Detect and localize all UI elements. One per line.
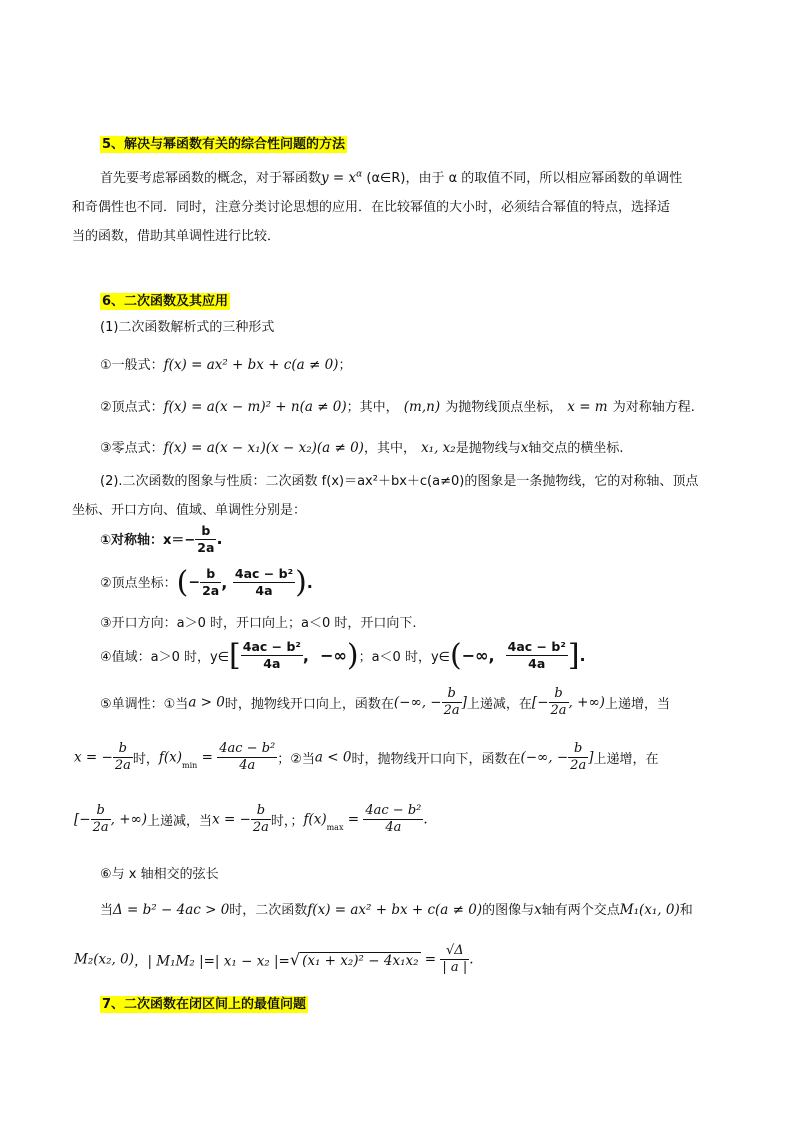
section-7-title — [100, 993, 308, 1012]
period: . — [306, 573, 313, 592]
value-range — [100, 638, 586, 673]
sub-heading-2-line2: 坐标、开口方向、值域、单调性分别是： — [72, 503, 307, 518]
left-bracket: [ — [229, 638, 241, 673]
fraction-numerator: √Δ — [445, 943, 464, 958]
monotonicity-line3 — [74, 803, 428, 836]
chord-l1-a: 当 — [100, 903, 114, 918]
formula-vertex-text: 为抛物线顶点坐标， — [445, 400, 563, 415]
s5-text-a: 首先要考虑幂函数的概念，对于幂函数 — [100, 171, 322, 186]
f-max: f(x) — [303, 811, 327, 828]
fraction-denominator: | a | — [442, 960, 468, 975]
left-paren: ( — [176, 565, 189, 600]
period: . — [423, 811, 428, 828]
fraction-denominator: 2a — [570, 758, 587, 773]
sub-heading-1: (1)二次函数解析式的三种形式 — [100, 320, 275, 335]
minus-sign: − — [188, 574, 201, 591]
formula-vertex-label: ②顶点式： — [100, 400, 164, 415]
x-vertex-fraction — [113, 741, 133, 774]
right-paren: ) — [346, 638, 359, 673]
formula-general — [100, 354, 351, 373]
chord-line2 — [74, 943, 474, 976]
fraction-denominator: 2a — [252, 820, 269, 835]
s5-paragraph-line2: 和奇偶性也不同．同时，注意分类讨论思想的应用．在比较幂值的大小时，必须结合幂值的特点，选择适 — [72, 200, 671, 215]
formula-general-math: f(x) = ax² + bx + c(a ≠ 0) — [163, 357, 339, 373]
vertex-coordinates-label: ②顶点坐标： — [100, 576, 177, 591]
formula-zero — [100, 437, 623, 456]
fraction-denominator: 4a — [233, 582, 295, 599]
max-subscript: max — [326, 823, 344, 832]
symmetry-axis-end: . — [216, 529, 223, 548]
fraction-denominator: 2a — [550, 703, 567, 718]
x-eq: x = − — [74, 749, 113, 766]
chord-line1 — [100, 899, 693, 918]
x-axis-letter: x — [520, 440, 529, 456]
interval-dec2-close: , +∞) — [110, 811, 148, 828]
mono-l2-d: 上递增，在 — [593, 752, 659, 767]
interval-dec-open: (−∞, − — [393, 694, 442, 711]
fraction-numerator: 4ac − b² — [219, 741, 276, 756]
mono-l2-a: 时， — [132, 752, 159, 767]
mono-l1-cond: a > 0 — [188, 694, 225, 711]
x-axis-letter: x — [534, 902, 542, 918]
point-m1: M₁(x₁, 0) — [619, 902, 680, 918]
f-min: f(x) — [158, 749, 183, 766]
min-subscript: min — [182, 761, 198, 770]
formula-zero-end: 轴交点的横坐标. — [528, 441, 624, 456]
fraction-numerator: b — [206, 566, 216, 581]
formula-vertex-math: f(x) = a(x − m)² + n(a ≠ 0) — [163, 399, 347, 415]
fraction-numerator: b — [256, 803, 266, 818]
right-bracket: ] — [567, 638, 580, 673]
symmetry-axis-fraction — [195, 523, 216, 556]
interval-dec-fraction — [442, 686, 462, 719]
formula-vertex — [100, 396, 695, 415]
interval-dec-close: ] — [461, 694, 467, 711]
range-mid: ；a＜0 时，y∈ — [358, 650, 450, 665]
chord-l1-d: 轴有两个交点 — [541, 903, 620, 918]
fraction-denominator: 2a — [114, 758, 131, 773]
vertex-y-fraction — [233, 566, 295, 599]
chord-length-title: ⑥与 x 轴相交的弦长 — [100, 867, 219, 882]
right-paren: ) — [295, 565, 307, 600]
mono-l1-d: 上递增，当 — [604, 697, 670, 712]
interval-inc2-open: (−∞, − — [520, 749, 569, 766]
fraction-denominator: 4a — [241, 655, 303, 672]
fraction-denominator: 2a — [197, 540, 215, 555]
symmetry-axis-label: ①对称轴：x＝− — [100, 533, 196, 548]
range-fraction-2 — [506, 639, 568, 672]
fraction-denominator: 4a — [217, 757, 277, 774]
period: . — [469, 951, 474, 968]
chord-length-expr: ，| M₁M₂ |=| x₁ − x₂ |= — [133, 953, 290, 970]
range-fraction-1 — [241, 639, 303, 672]
range-label: ④值域：a＞0 时，y∈ — [100, 650, 230, 665]
interval-inc2-fraction — [568, 741, 588, 774]
equals: = — [197, 749, 218, 766]
sqrt-expression — [290, 950, 421, 969]
axis-equation: x = m — [567, 399, 608, 415]
radicand: (x₁ + x₂)² − 4x₁x₂ — [302, 953, 419, 969]
mono-l1-a: ⑤单调性：①当 — [100, 697, 189, 712]
discriminant-condition: Δ = b² − 4ac > 0 — [113, 902, 230, 918]
x-vertex-fraction-2 — [251, 803, 271, 836]
section-6-heading: 6、二次函数及其应用 — [102, 294, 229, 309]
formula-zero-text: 是抛物线与 — [455, 441, 521, 456]
formula-zero-label: ③零点式： — [100, 441, 164, 456]
fraction-numerator: b — [554, 686, 563, 701]
s5-text-b: (α∈R)，由于 α 的取值不同，所以相应幂函数的单调性 — [366, 171, 683, 186]
formula-vertex-mid: ；其中， — [346, 400, 399, 415]
vertex-coordinates — [100, 565, 313, 600]
fraction-numerator: 4ac − b² — [365, 803, 422, 818]
range-minus-inf: −∞, — [461, 646, 506, 665]
fraction-denominator: 4a — [363, 819, 423, 836]
interval-inc-close: , +∞) — [568, 694, 605, 711]
vertex-mn: (m,n) — [403, 399, 441, 415]
mono-l3-a: 上递减，当 — [147, 814, 213, 829]
interval-inc-open: [− — [531, 694, 549, 711]
vertex-x-fraction — [200, 566, 221, 599]
chord-result-fraction — [440, 943, 469, 976]
s5-paragraph-line3: 当的函数，借助其单调性进行比较． — [72, 229, 281, 244]
fraction-numerator: 4ac − b² — [507, 639, 566, 654]
chord-function: f(x) = ax² + bx + c(a ≠ 0) — [307, 902, 483, 918]
sub-heading-2-line1: (2).二次函数的图象与性质：二次函数 f(x)＝ax²＋bx＋c(a≠0)的图象是一条抛物线，它的对称轴、顶点 — [100, 474, 699, 489]
radical-sign: √ — [289, 950, 301, 969]
fraction-denominator: 2a — [92, 820, 109, 835]
chord-l1-b: 时，二次函数 — [229, 903, 308, 918]
opening-direction: ③开口方向：a＞0 时，开口向上；a＜0 时，开口向下. — [100, 616, 417, 631]
formula-vertex-end: 为对称轴方程. — [612, 400, 695, 415]
fraction-numerator: b — [118, 741, 127, 756]
section-5-heading: 5、解决与幂函数有关的综合性问题的方法 — [102, 137, 346, 152]
fraction-numerator: 4ac − b² — [234, 566, 294, 581]
fraction-numerator: b — [201, 523, 211, 538]
formula-general-label: ①一般式： — [100, 358, 164, 373]
power-base: y = x — [321, 170, 357, 186]
interval-dec2-fraction — [91, 803, 111, 836]
mono-l1-c: 上递减，在 — [466, 697, 532, 712]
range-plus-inf: , −∞ — [302, 646, 347, 665]
equals: = — [420, 951, 441, 968]
fraction-denominator: 2a — [443, 703, 460, 718]
roots-x1-x2: x₁, x₂ — [421, 440, 456, 456]
chord-l1-e: 和 — [679, 903, 693, 918]
monotonicity-line2 — [74, 741, 659, 774]
interval-inc2-close: ] — [588, 749, 594, 766]
mono-l1-b: 时，抛物线开口向上，函数在 — [224, 697, 394, 712]
power-exponent: α — [356, 169, 363, 180]
power-function-formula — [321, 170, 362, 186]
equals: = — [343, 811, 364, 828]
fraction-denominator: 4a — [506, 655, 568, 672]
fraction-numerator: b — [447, 686, 456, 701]
mono-l3-b: 时，； — [270, 814, 304, 829]
section-6-title — [100, 290, 230, 309]
section-7-heading: 7、二次函数在闭区间上的最值问题 — [102, 997, 307, 1012]
point-m2: M₂(x₂, 0) — [74, 951, 134, 968]
left-paren: ( — [449, 638, 462, 673]
f-min-fraction — [217, 741, 277, 774]
s5-paragraph-line1 — [100, 167, 682, 186]
comma: , — [221, 573, 233, 592]
formula-zero-math: f(x) = a(x − x₁)(x − x₂)(a ≠ 0) — [163, 440, 364, 456]
interval-inc-fraction — [549, 686, 569, 719]
mono-l2-b: ；②当 — [277, 752, 315, 767]
interval-dec2-open: [− — [74, 811, 91, 828]
formula-zero-mid: ，其中， — [363, 441, 416, 456]
fraction-numerator: 4ac − b² — [242, 639, 301, 654]
section-5-title — [100, 133, 347, 152]
fraction-numerator: b — [574, 741, 583, 756]
monotonicity-line1 — [100, 686, 670, 719]
f-max-fraction — [363, 803, 423, 836]
chord-l1-c: 的图像与 — [482, 903, 535, 918]
period: . — [579, 646, 586, 665]
formula-general-end: ； — [338, 358, 352, 373]
mono-l2-cond: a < 0 — [314, 749, 352, 766]
x-eq-2: x = − — [212, 811, 251, 828]
fraction-denominator: 2a — [202, 583, 220, 598]
mono-l2-c: 时，抛物线开口向下，函数在 — [351, 752, 521, 767]
fraction-numerator: b — [96, 803, 105, 818]
symmetry-axis — [100, 523, 223, 556]
